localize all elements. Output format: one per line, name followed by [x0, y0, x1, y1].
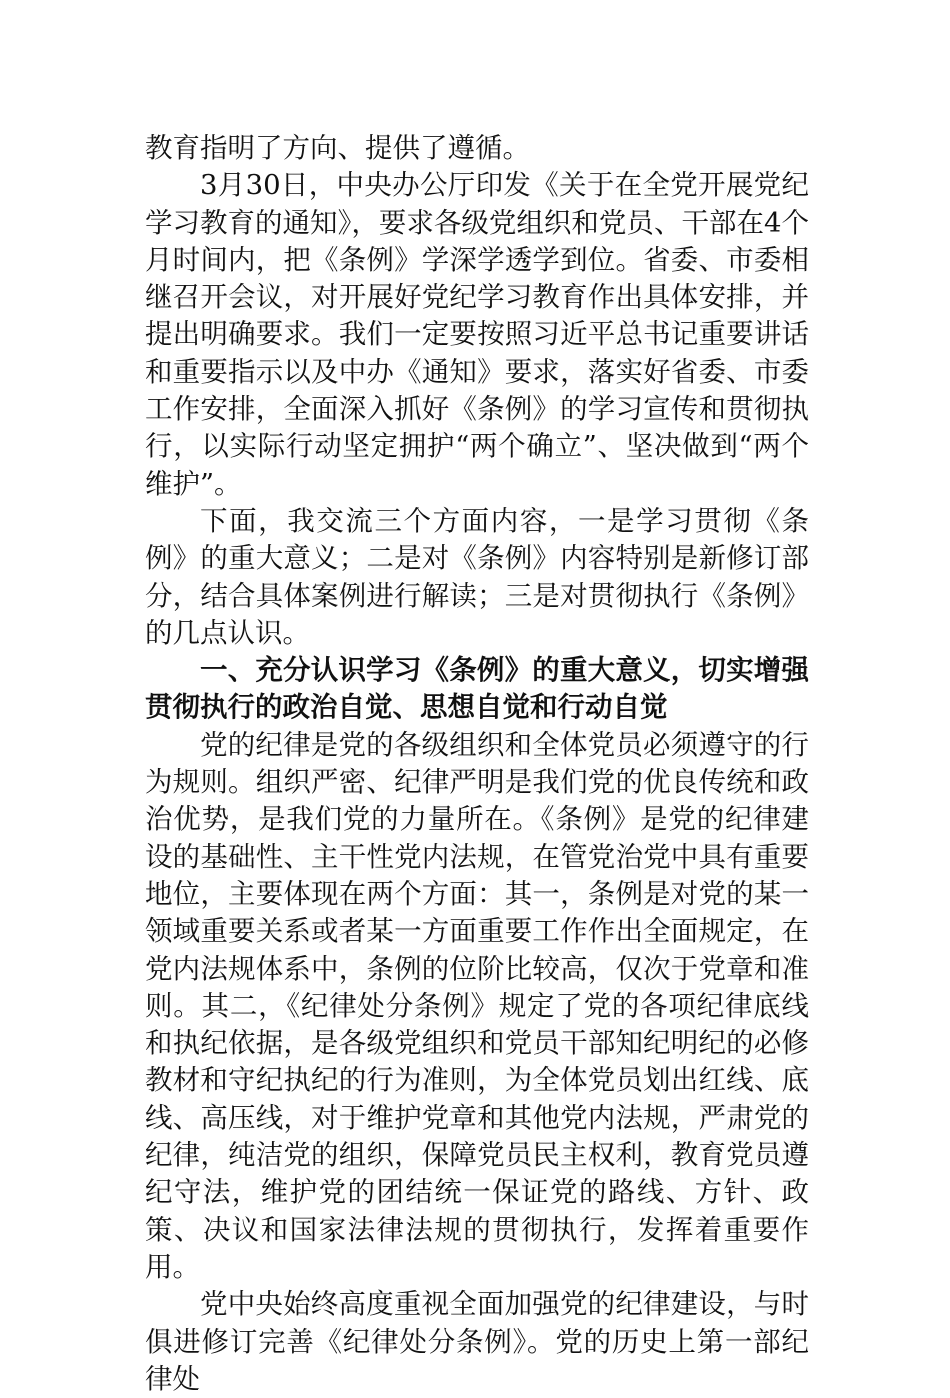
document-page: [145, 130, 809, 1398]
section-heading-1: 一、充分认识学习《条例》的重大意义，切实增强贯彻执行的政治自觉、思想自觉和行动自觉: [145, 654, 809, 724]
paragraph-discipline: 党的纪律是党的各级组织和全体党员必须遵守的行为规则。组织严密、纪律严明是我们党的优良传统和政治优势，是我们党的力量所在。《条例》是党的纪律建设的基础性、主干性党内法规，在管党治党中具有重要地位，主要体现在两个方面：其一，条例是对党的某一领域重要关系或者某一方面重要工作作出全面规定，在党内法规体系中，条例的位阶比较高，仅次于党章和准则。其二，《纪律处分条例》规定了党的各项纪律底线和执纪依据，是各级党组织和党员干部知纪明纪的必修教材和守纪执纪的行为准则，为全体党员划出红线、底线、高压线，对于维护党章和其他党内法规，严肃党的纪律，纯洁党的组织，保障党员民主权利，教育党员遵纪守法，维护党的团结统一保证党的路线、方针、政策、决议和国家法律法规的贯彻执行，发挥着重要作用。: [145, 728, 809, 1283]
paragraph-outline: 下面，我交流三个方面内容，一是学习贯彻《条例》的重大意义；二是对《条例》内容特别是新修订部分，结合具体案例进行解读；三是对贯彻执行《条例》的几点认识。: [145, 504, 809, 649]
paragraph-continuation: 教育指明了方向、提供了遵循。: [145, 132, 530, 164]
paragraph-history: 党中央始终高度重视全面加强党的纪律建设，与时俱进修订完善《纪律处分条例》。党的历史上第一部纪律处: [145, 1288, 809, 1395]
paragraph-notice: 3月30日，中央办公厅印发《关于在全党开展党纪学习教育的通知》，要求各级党组织和党员、干部在4个月时间内，把《条例》学深学透学到位。省委、市委相继召开会议，对开展好党纪学习教育作出具体安排，并提出明确要求。我们一定要按照习近平总书记重要讲话和重要指示以及中办《通知》要求，落实好省委、市委工作安排，全面深入抓好《条例》的学习宣传和贯彻执行，以实际行动坚定拥护“两个确立”、坚决做到“两个维护”。: [145, 169, 809, 500]
